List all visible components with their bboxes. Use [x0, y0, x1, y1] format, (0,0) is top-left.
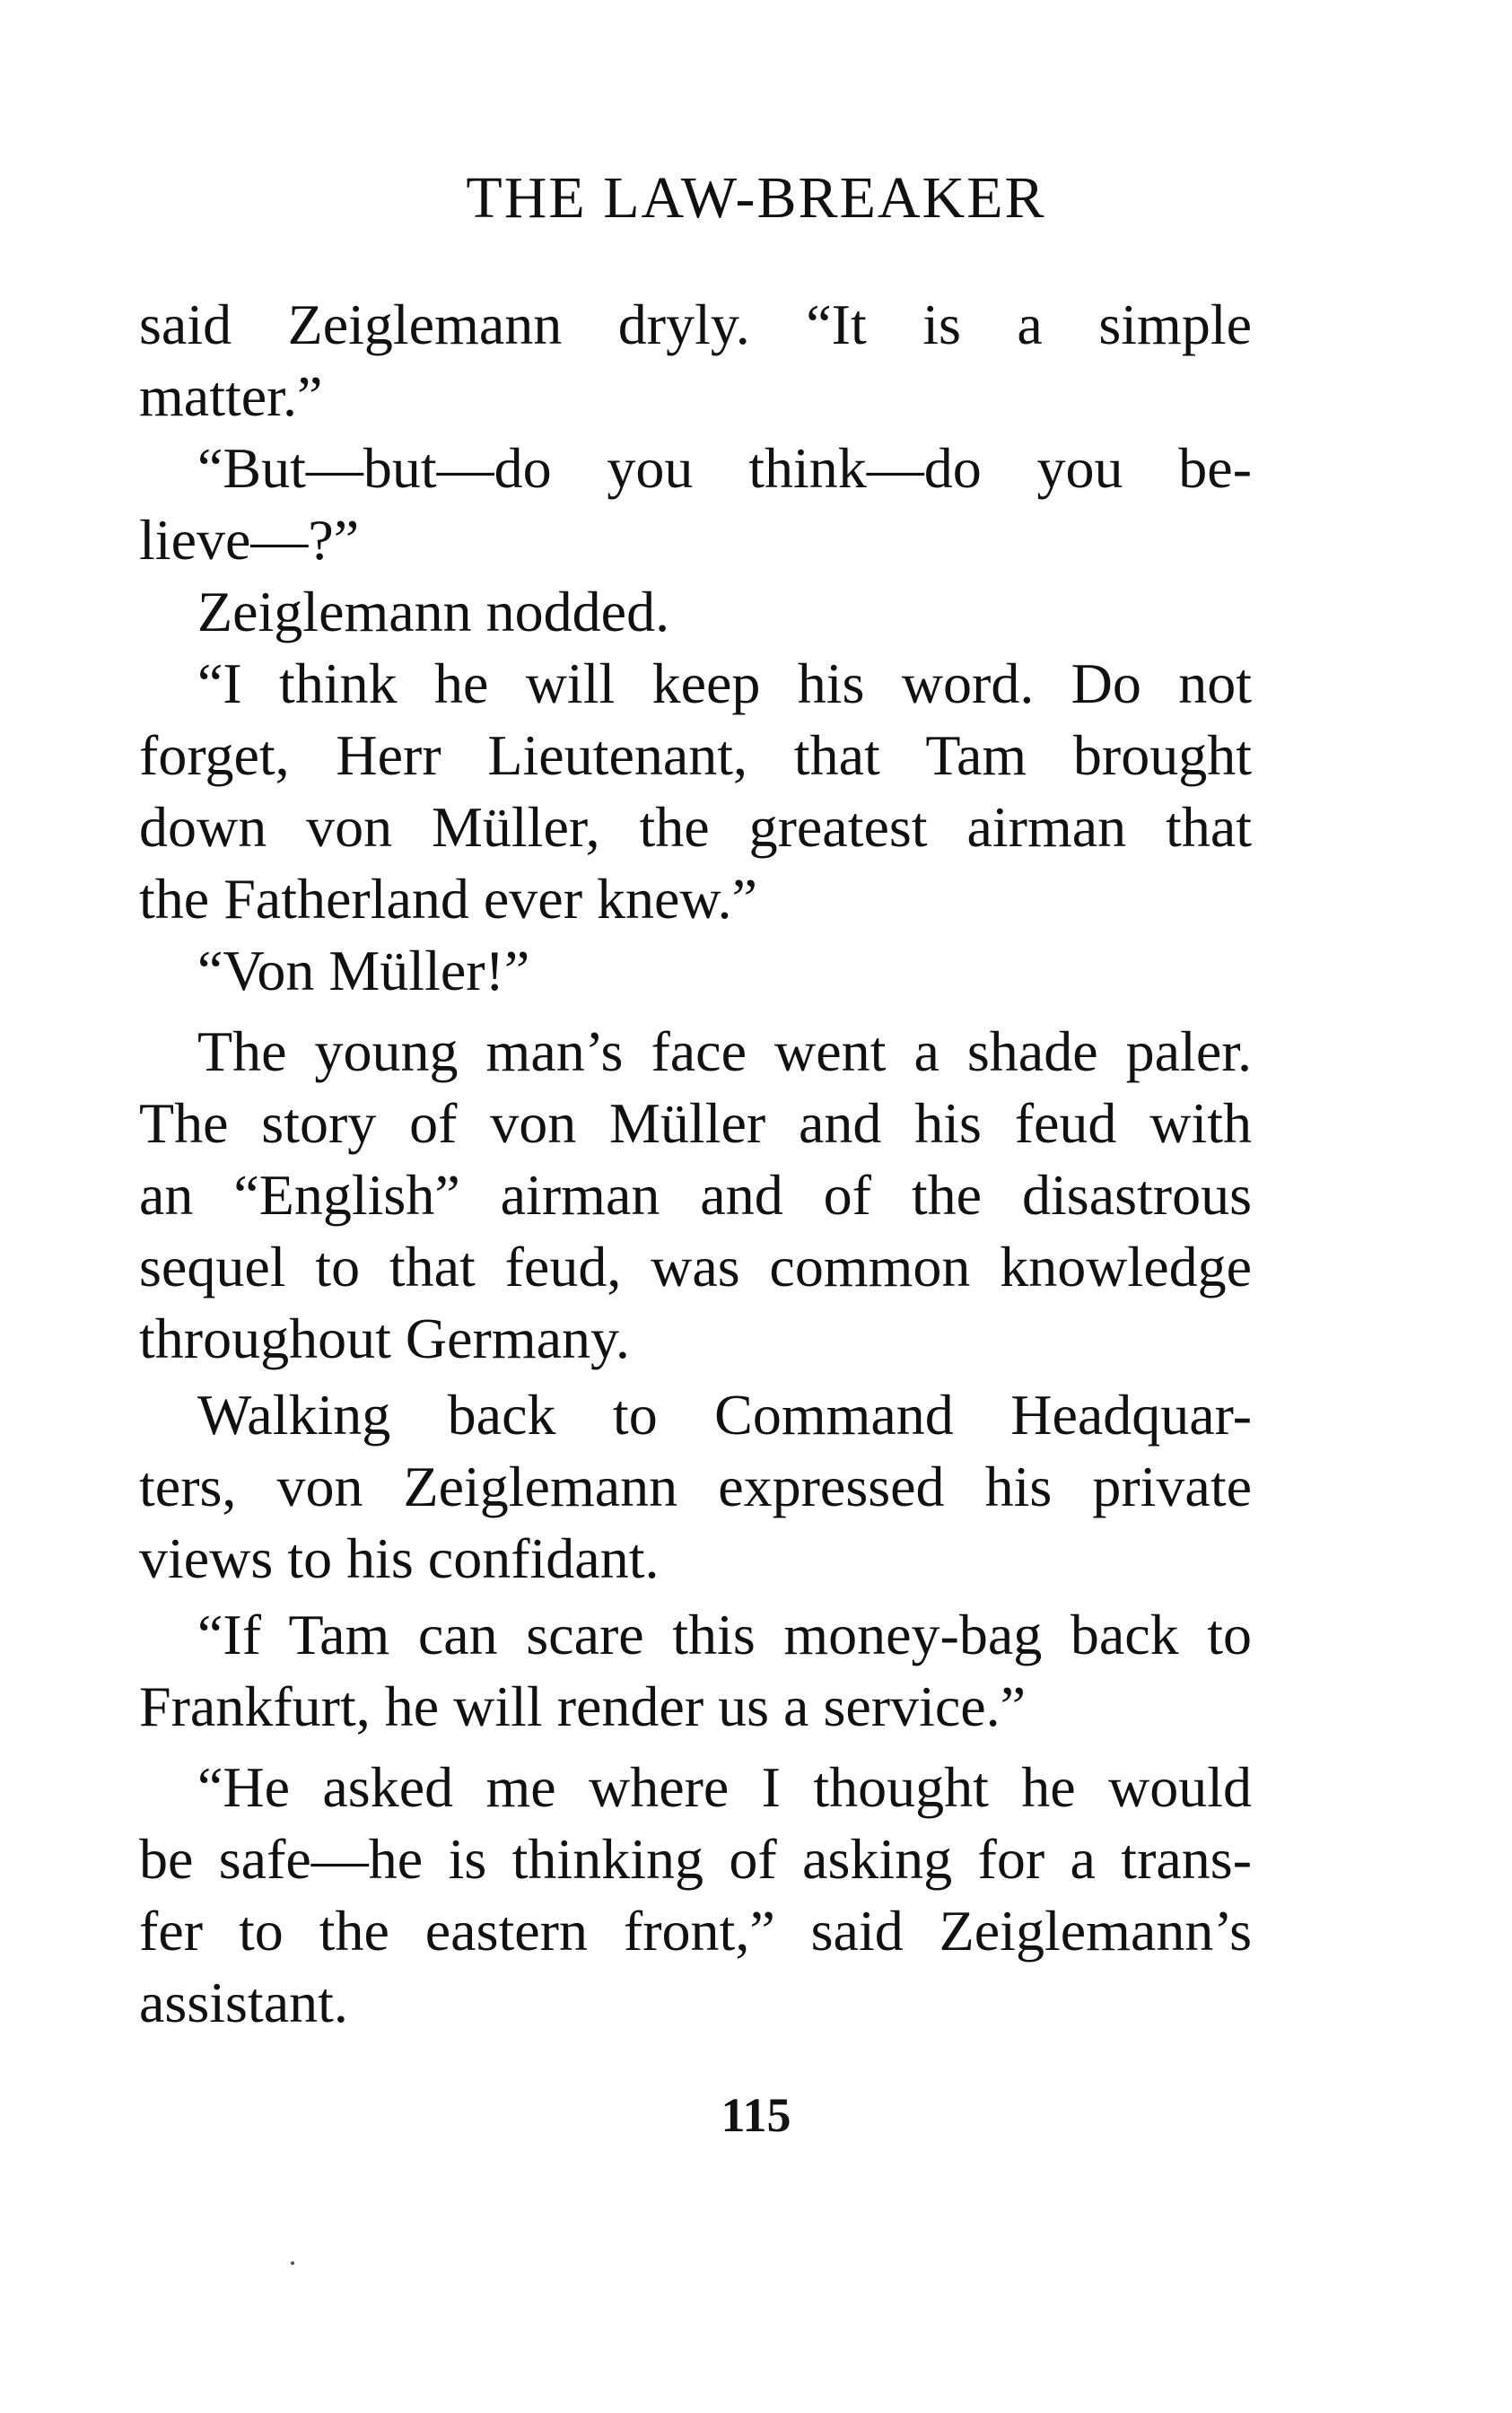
text-line: be safe—he is thinking of asking for a trans-: [139, 1827, 1252, 1891]
page-number: 115: [721, 2088, 791, 2142]
text-line: “If Tam can scare this money-bag back to: [197, 1603, 1252, 1666]
text-line: Frankfurt, he will render us a service.”: [139, 1674, 1027, 1738]
text-line: “I think he will keep his word. Do not: [197, 651, 1252, 715]
text-line: sequel to that feud, was common knowledge: [139, 1235, 1252, 1298]
text-line: said Zeiglemann dryly. “It is a simple: [139, 293, 1252, 356]
running-head: THE LAW-BREAKER: [466, 165, 1046, 231]
text-line: “He asked me where I thought he would: [197, 1755, 1252, 1819]
text-line: the Fatherland ever knew.”: [139, 867, 757, 931]
text-line: Walking back to Command Headquar-: [197, 1383, 1252, 1447]
text-line: Zeiglemann nodded.: [197, 580, 670, 643]
text-line: assistant.: [139, 1971, 348, 2034]
text-line: lieve—?”: [139, 508, 360, 572]
text-line: The young man’s face went a shade paler.: [197, 1019, 1252, 1083]
text-line: down von Müller, the greatest airman that: [139, 795, 1252, 859]
text-line: The story of von Müller and his feud with: [139, 1091, 1252, 1155]
text-line: ters, von Zeiglemann expressed his private: [139, 1455, 1252, 1518]
text-line: fer to the eastern front,” said Zeiglemann’s: [139, 1899, 1252, 1963]
text-line: throughout Germany.: [139, 1307, 630, 1370]
text-line: forget, Herr Lieutenant, that Tam brought: [139, 723, 1252, 787]
text-line: views to his confidant.: [139, 1526, 660, 1590]
text-line: matter.”: [139, 364, 323, 428]
text-line: “But—but—do you think—do you be-: [197, 436, 1252, 500]
text-line: an “English” airman and of the disastrous: [139, 1163, 1252, 1227]
text-line: “Von Müller!”: [197, 939, 530, 1002]
ink-speck: [291, 2261, 294, 2265]
